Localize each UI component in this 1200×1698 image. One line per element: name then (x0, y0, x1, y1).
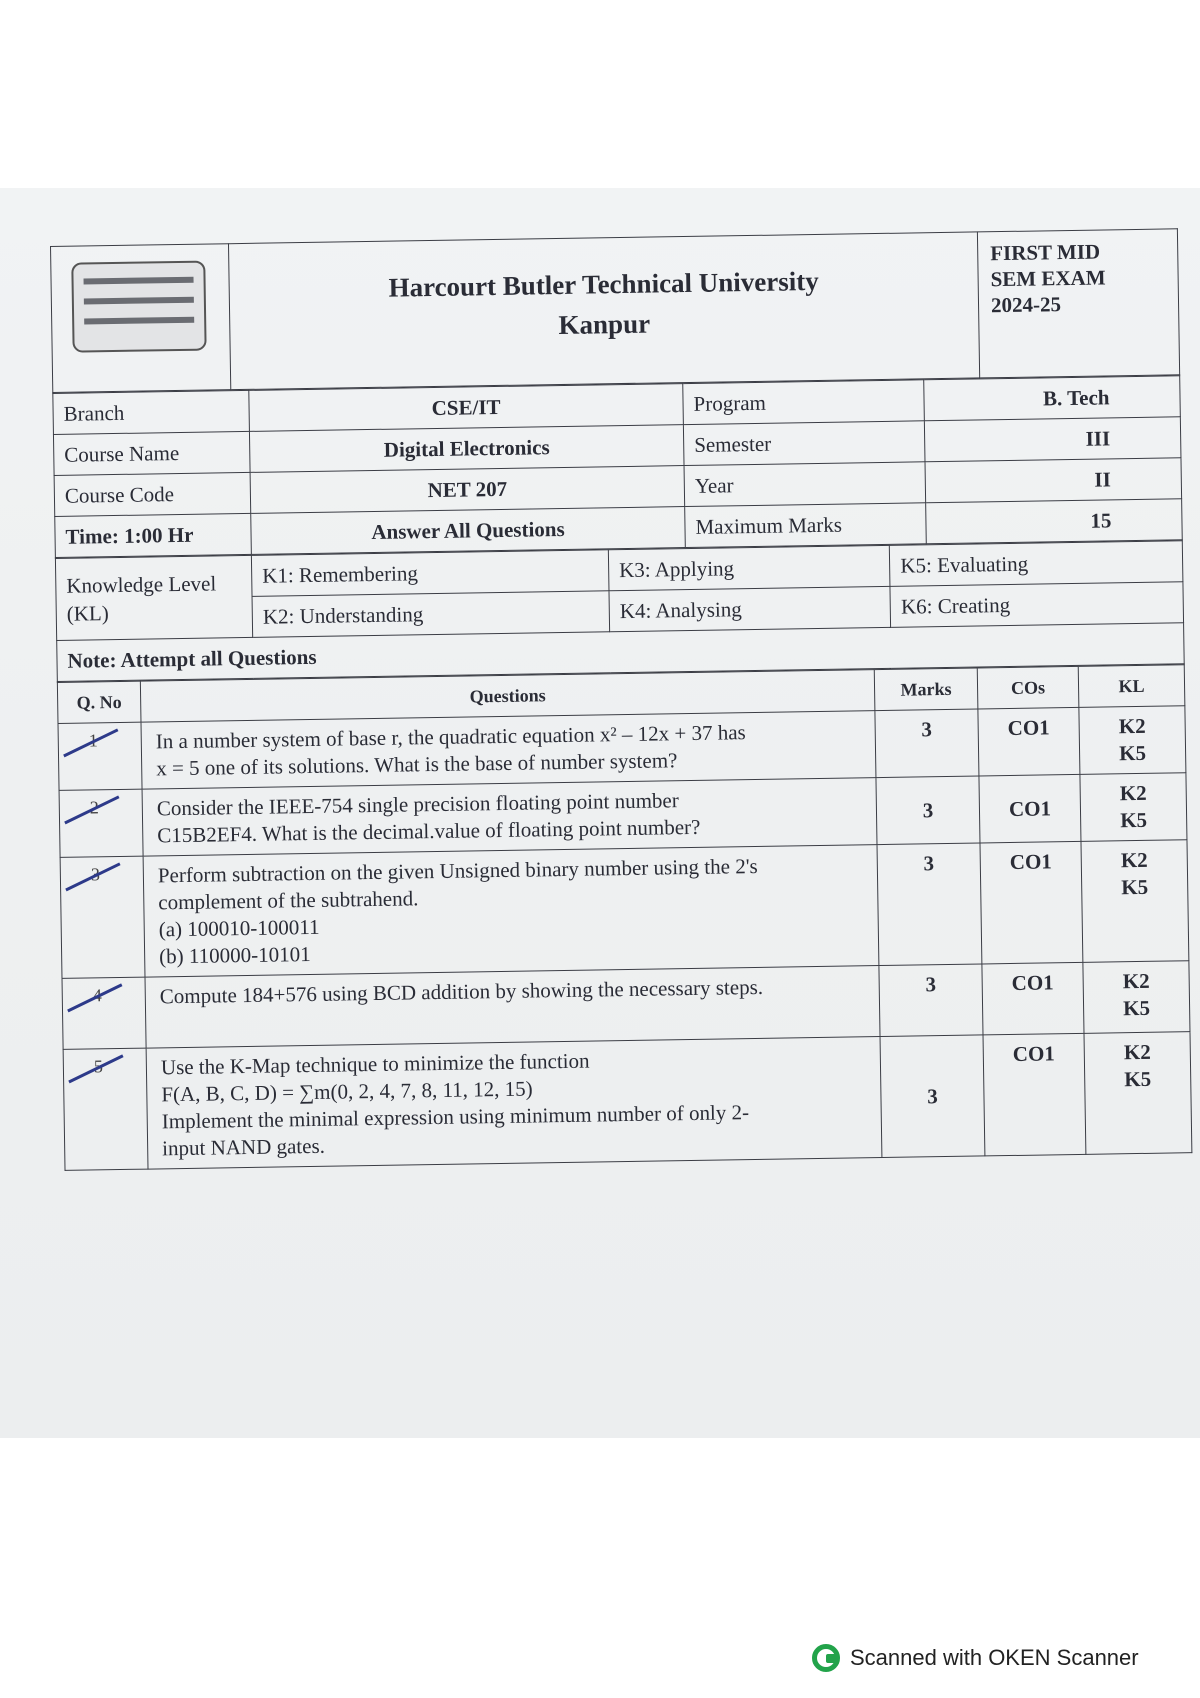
logo-cell (51, 244, 231, 393)
kl-value: K5 (1124, 1066, 1152, 1092)
header-qno: Q. No (57, 681, 141, 723)
question-marks: 3 (876, 776, 980, 845)
question-line: Perform subtraction on the given Unsigned binary number using the 2's (157, 853, 758, 888)
branch-label: Branch (53, 390, 250, 434)
question-line: Compute 184+576 using BCD addition by showing the necessary steps. (159, 974, 764, 1009)
semester-label: Semester (683, 421, 925, 466)
kl-value: K5 (1120, 807, 1148, 833)
question-line: Use the K-Map technique to minimize the function (160, 1048, 590, 1080)
header-marks: Marks (874, 668, 978, 711)
kl-k2: K2: Understanding (252, 591, 610, 638)
question-line: input NAND gates. (161, 1133, 326, 1161)
course-name-value: Digital Electronics (249, 425, 684, 473)
program-label: Program (683, 380, 925, 425)
kl-k1: K1: Remembering (251, 550, 609, 597)
question-kl (1084, 1032, 1192, 1155)
question-line: complement of the subtrahend. (158, 886, 419, 915)
exam-year: 2024-25 (990, 292, 1062, 318)
university-city: Kanpur (558, 308, 651, 341)
question-co: CO1 (980, 841, 1083, 964)
question-number-cell (63, 1048, 148, 1170)
branch-value: CSE/IT (249, 384, 684, 432)
course-code-value: NET 207 (250, 466, 685, 514)
kl-value: K2 (1120, 847, 1148, 873)
university-logo (71, 261, 206, 353)
header-table (50, 228, 1180, 393)
knowledge-level-label: Knowledge Level (KL) (55, 555, 252, 640)
kl-value: K5 (1118, 740, 1147, 766)
question-line: C15B2EF4. What is the decimal.value of floating point number? (157, 814, 701, 848)
exam-sheet (50, 228, 1192, 1171)
kl-k4: K4: Analysing (609, 586, 891, 631)
knowledge-level-table (55, 540, 1185, 682)
question-kl (1083, 961, 1190, 1034)
kl-k6: K6: Creating (890, 582, 1183, 628)
scanner-text: Scanned with OKEN Scanner (850, 1645, 1139, 1670)
question-line: Implement the minimal expression using minimum number of only 2- (161, 1100, 750, 1134)
note: Note: Attempt all Questions (57, 623, 1185, 682)
exam-title-line2: SEM EXAM (990, 265, 1106, 292)
question-co: CO1 (979, 774, 1081, 843)
question-line: Consider the IEEE-754 single precision floating point number (156, 788, 679, 821)
exam-title-line1: FIRST MID (990, 239, 1101, 266)
time-label: Time: 1:00 Hr (55, 513, 252, 557)
kl-value: K2 (1119, 780, 1147, 806)
question-text (145, 966, 880, 1049)
question-number-cell (60, 856, 145, 978)
exam-title (977, 229, 1179, 378)
question-line: (a) 100010-100011 (158, 914, 320, 942)
kl-k5: K5: Evaluating (890, 541, 1183, 587)
course-name-label: Course Name (53, 431, 250, 475)
question-number-cell (58, 722, 142, 790)
instruction: Answer All Questions (251, 507, 686, 555)
header-kl: KL (1078, 665, 1185, 708)
header-questions: Questions (140, 670, 875, 723)
question-row (63, 1032, 1192, 1171)
question-marks: 3 (875, 709, 979, 778)
oken-scanner-icon (812, 1644, 840, 1672)
question-line: In a number system of base r, the quadratic equation x² – 12x + 37 has (155, 720, 746, 754)
semester-value: III (924, 417, 1181, 462)
kl-value: K2 (1118, 713, 1146, 739)
year-label: Year (684, 462, 926, 507)
course-info-table (52, 375, 1182, 558)
question-text (141, 711, 876, 790)
question-kl (1081, 840, 1189, 963)
questions-table (57, 664, 1193, 1171)
course-code-label: Course Code (54, 472, 251, 516)
question-number-cell (59, 789, 143, 857)
max-marks-label: Maximum Marks (685, 503, 927, 548)
question-kl (1079, 706, 1186, 775)
question-co: CO1 (982, 962, 1084, 1035)
question-line: x = 5 one of its solutions. What is the base of number system? (156, 748, 678, 781)
question-text (146, 1037, 882, 1170)
question-co: CO1 (978, 707, 1080, 776)
kl-value: K5 (1121, 874, 1149, 900)
kl-value: K2 (1123, 1039, 1151, 1065)
header-cos: COs (977, 666, 1079, 709)
question-text (142, 778, 877, 857)
university-heading (228, 232, 979, 390)
question-number-cell (62, 977, 146, 1049)
scanner-watermark (812, 1644, 1139, 1672)
university-name: Harcourt Butler Technical University (388, 265, 819, 303)
year-value: II (925, 458, 1182, 503)
kl-value: K2 (1122, 968, 1150, 994)
question-line: F(A, B, C, D) = ∑m(0, 2, 4, 7, 8, 11, 12, 15) (161, 1076, 533, 1107)
program-value: B. Tech (924, 376, 1181, 421)
question-marks: 3 (880, 1035, 985, 1158)
kl-k3: K3: Applying (608, 545, 890, 590)
question-marks: 3 (877, 843, 982, 966)
question-co: CO1 (983, 1033, 1086, 1156)
question-kl (1080, 773, 1187, 842)
question-row (60, 840, 1189, 979)
question-marks: 3 (879, 964, 983, 1037)
question-text (143, 845, 879, 978)
question-line: (b) 110000-10101 (158, 941, 311, 969)
max-marks-value: 15 (926, 499, 1183, 544)
kl-value: K5 (1122, 995, 1151, 1021)
